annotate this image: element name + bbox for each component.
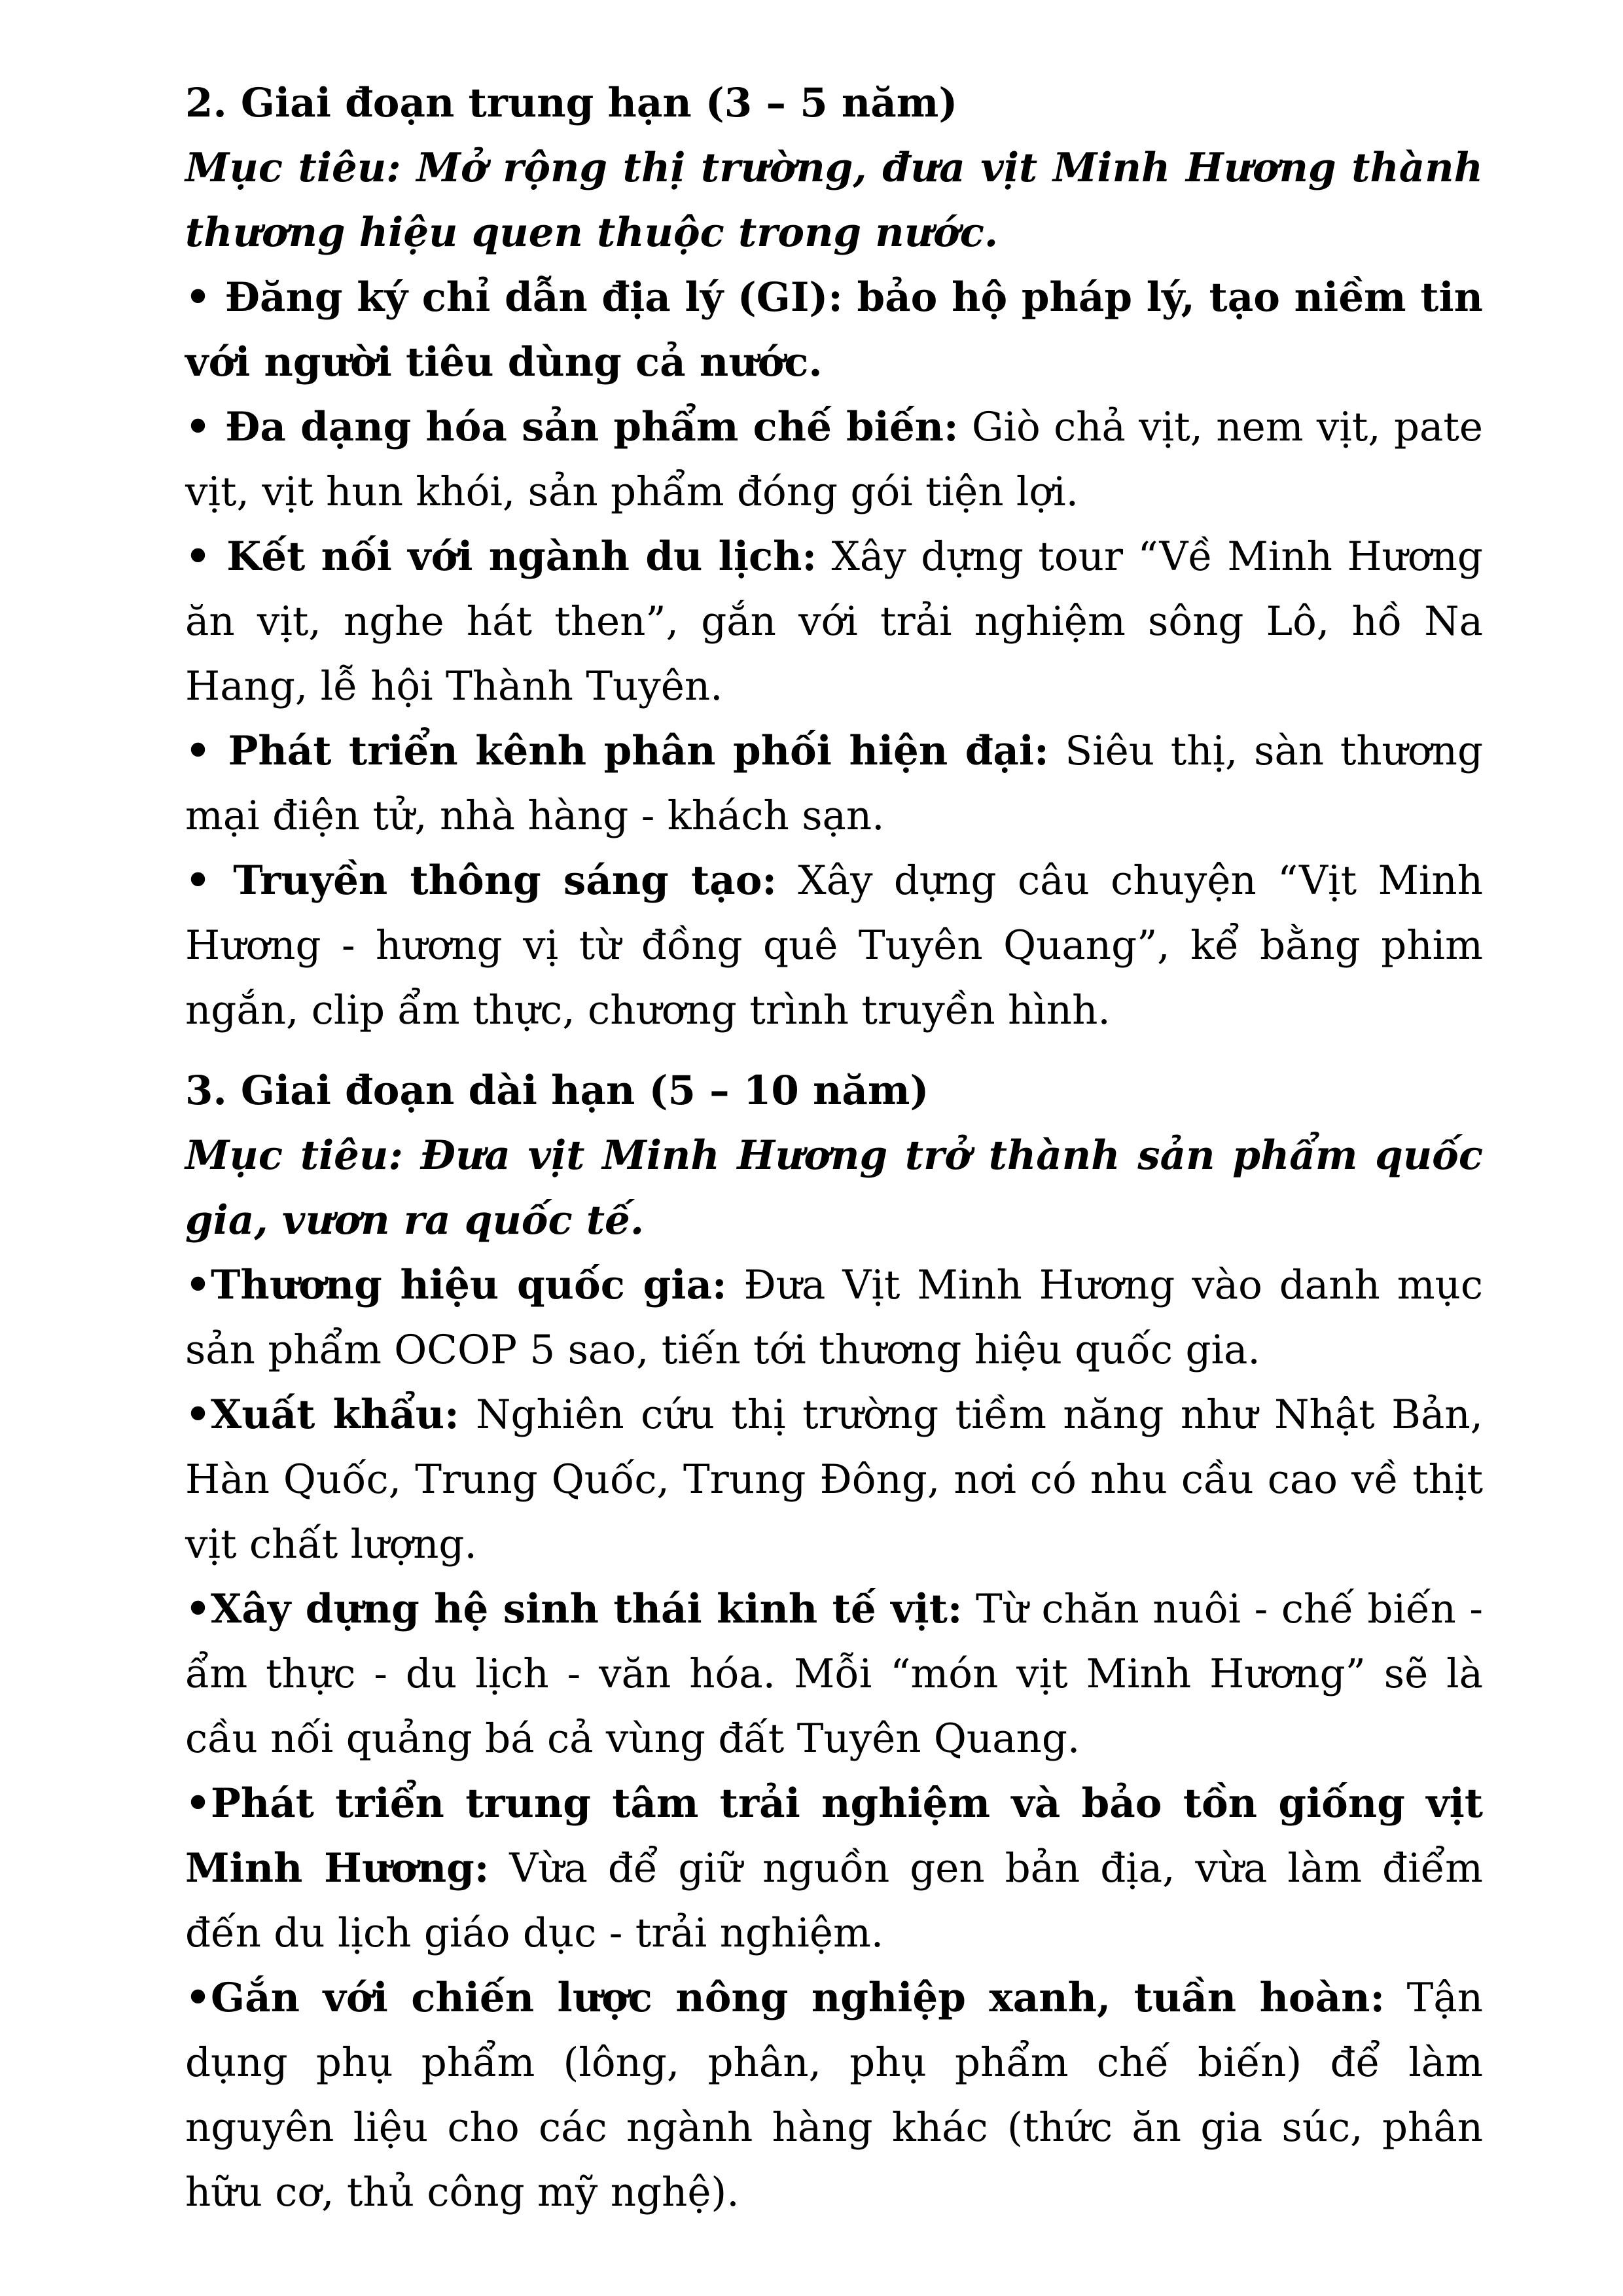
document-page [185, 71, 1483, 2225]
item-lead: • Đa dạng hóa sản phẩm chế biến: [185, 404, 959, 450]
list-item [185, 395, 1483, 524]
list-item [185, 1965, 1483, 2225]
list-item [185, 1771, 1483, 1965]
item-lead: • Truyền thông sáng tạo: [185, 857, 777, 904]
item-text: Tận dụng phụ phẩm (lông, phân, phụ phẩm chế biến) để làm nguyên liệu cho các ngành hàng khác (thức ăn gia súc, phân hữu cơ, thủ công mỹ nghệ). [185, 1975, 1483, 2215]
item-text: Nghiên cứu thị trường tiềm năng như Nhật Bản, Hàn Quốc, Trung Quốc, Trung Đông, nơi có nhu cầu cao về thịt vịt chất lượng. [185, 1391, 1483, 1568]
list-item [185, 524, 1483, 719]
item-lead: • Đăng ký chỉ dẫn địa lý (GI): bảo hộ pháp lý, tạo niềm tin với người tiêu dùng cả nước. [185, 274, 1483, 386]
section-medium-term [185, 71, 1483, 1043]
item-lead: •Thương hiệu quốc gia: [185, 1262, 727, 1308]
item-text: Từ chăn nuôi - chế biến - ẩm thực - du lịch - văn hóa. Mỗi “món vịt Minh Hương” sẽ là cầu nối quảng bá cả vùng đất Tuyên Quang. [185, 1586, 1483, 1762]
item-lead: • Phát triển kênh phân phối hiện đại: [185, 728, 1049, 774]
section-heading: 2. Giai đoạn trung hạn (3 – 5 năm) [185, 80, 958, 126]
item-text: Giò chả vịt, nem vịt, pate vịt, vịt hun khói, sản phẩm đóng gói tiện lợi. [185, 404, 1483, 515]
item-text: Vừa để giữ nguồn gen bản địa, vừa làm điểm đến du lịch giáo dục - trải nghiệm. [185, 1845, 1483, 1956]
section-spacer [185, 1043, 1483, 1058]
list-item [185, 1577, 1483, 1771]
section-long-term [185, 1058, 1483, 2225]
item-lead: •Gắn với chiến lược nông nghiệp xanh, tuần hoàn: [185, 1975, 1385, 2021]
list-item [185, 265, 1483, 395]
list-item [185, 719, 1483, 848]
item-lead: •Xuất khẩu: [185, 1391, 459, 1438]
item-text: Đưa Vịt Minh Hương vào danh mục sản phẩm OCOP 5 sao, tiến tới thương hiệu quốc gia. [185, 1262, 1483, 1373]
item-text: Xây dựng tour “Về Minh Hương ăn vịt, nghe hát then”, gắn với trải nghiệm sông Lô, hồ Na Hang, lễ hội Thành Tuyên. [185, 533, 1483, 709]
list-item [185, 848, 1483, 1043]
item-lead: •Phát triển trung tâm trải nghiệm và bảo tồn giống vịt Minh Hương: [185, 1780, 1483, 1892]
item-text: Siêu thị, sàn thương mại điện tử, nhà hàng - khách sạn. [185, 728, 1483, 839]
item-lead: • Kết nối với ngành du lịch: [185, 533, 817, 580]
item-lead: •Xây dựng hệ sinh thái kinh tế vịt: [185, 1586, 963, 1632]
item-text: Xây dựng câu chuyện “Vịt Minh Hương - hương vị từ đồng quê Tuyên Quang”, kể bằng phim ngắn, clip ẩm thực, chương trình truyền hình. [185, 857, 1483, 1033]
list-item [185, 1253, 1483, 1382]
section-goal: Mục tiêu: Mở rộng thị trường, đưa vịt Minh Hương thành thương hiệu quen thuộc trong nước. [185, 145, 1483, 256]
list-item [185, 1382, 1483, 1577]
section-heading: 3. Giai đoạn dài hạn (5 – 10 năm) [185, 1067, 929, 1114]
section-goal: Mục tiêu: Đưa vịt Minh Hương trở thành sản phẩm quốc gia, vươn ra quốc tế. [185, 1132, 1483, 1244]
